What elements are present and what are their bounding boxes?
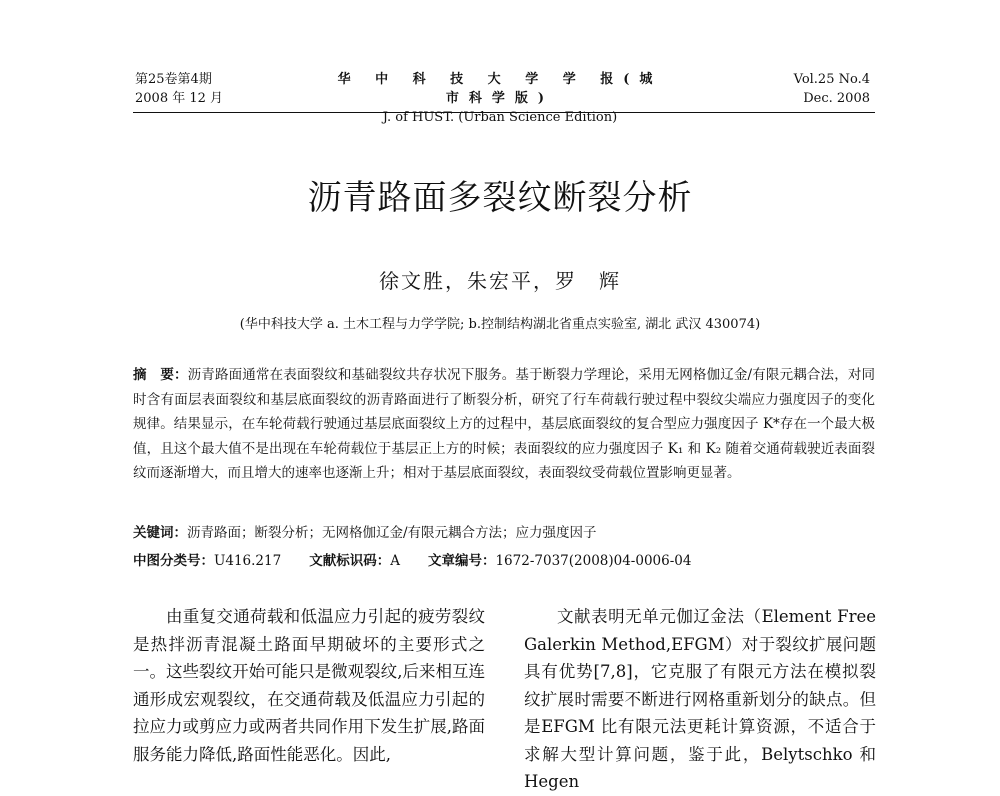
body-paragraph-right: 文献表明无单元伽辽金法（Element Free Galerkin Method,EFGM）对于裂纹扩展问题具有优势[7,8]，它克服了有限元方法在模拟裂纹扩展时需要不断进行网格重新划分的缺点。但是EFGM 比有限元法更耗计算资源，不适合于求解大型计算问题，鉴于此，Belytschko 和 Hegen bbox=[524, 607, 876, 791]
volume-en: Vol.25 No.4 bbox=[793, 72, 870, 87]
abstract bbox=[133, 363, 875, 486]
classification-line bbox=[133, 549, 875, 573]
body-column-right bbox=[524, 603, 876, 796]
header-center bbox=[330, 70, 670, 127]
volume-cn: 第25卷第4期 bbox=[135, 72, 212, 87]
paper-title: 沥青路面多裂纹断裂分析 bbox=[307, 178, 693, 218]
keywords-text: 沥青路面；断裂分析；无网格伽辽金/有限元耦合方法；应力强度因子 bbox=[187, 525, 597, 541]
body-column-left bbox=[133, 603, 485, 768]
header-rule bbox=[133, 112, 875, 113]
doc-code-value: A bbox=[390, 553, 400, 569]
article-number-label: 文章编号： bbox=[427, 553, 496, 569]
abstract-text: 沥青路面通常在表面裂纹和基础裂纹共存状况下服务。基于断裂力学理论，采用无网格伽辽金/有限元耦合法，对同时含有面层表面裂纹和基层底面裂纹的沥青路面进行了断裂分析，研究了行车荷载行驶过程中裂纹尖端应力强度因子的变化规律。结果显示，在车轮荷载行驶通过基层底面裂纹上方的过程中，基层底面裂纹的复合型应力强度因子 K*存在一个最大极值，且这个最大值不是出现在车轮荷载位于基层正上方的时候；表面裂纹的应力强度因子 K₁ 和 K₂ 随着交通荷载驶近表面裂纹而逐渐增大，而且增大的速率也逐渐上升；相对于基层底面裂纹，表面裂纹受荷载位置影响更显著。 bbox=[133, 367, 876, 481]
article-number-value: 1672-7037(2008)04-0006-04 bbox=[495, 553, 692, 569]
keywords-label: 关键词： bbox=[133, 525, 187, 541]
affiliation: (华中科技大学 a. 土木工程与力学学院; b.控制结构湖北省重点实验室, 湖北 武汉 430074) bbox=[239, 317, 761, 332]
journal-title-en: J. of HUST. (Urban Science Edition) bbox=[382, 110, 618, 125]
journal-title-cn: 华 中 科 技 大 学 学 报(城市科学版) bbox=[337, 72, 663, 106]
clc-label: 中图分类号： bbox=[133, 553, 214, 569]
header-left bbox=[135, 70, 223, 108]
keywords bbox=[133, 521, 875, 545]
doc-code-label: 文献标识码： bbox=[309, 553, 391, 569]
clc-value: U416.217 bbox=[214, 553, 282, 569]
abstract-label: 摘 要： bbox=[133, 367, 188, 383]
header-right bbox=[794, 70, 870, 108]
date-en: Dec. 2008 bbox=[803, 91, 870, 106]
body-paragraph-left: 由重复交通荷载和低温应力引起的疲劳裂纹是热拌沥青混凝土路面早期破坏的主要形式之一。这些裂纹开始可能只是微观裂纹,后来相互连通形成宏观裂纹，在交通荷载及低温应力引起的拉应力或剪应力或两者共同作用下发生扩展,路面服务能力降低,路面性能恶化。因此, bbox=[133, 607, 485, 764]
date-cn: 2008 年 12 月 bbox=[135, 91, 224, 106]
authors: 徐文胜，朱宏平，罗 辉 bbox=[379, 269, 621, 293]
